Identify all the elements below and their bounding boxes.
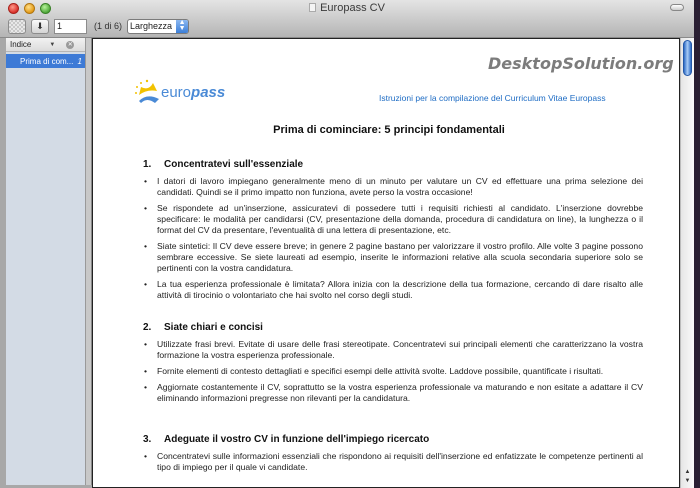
section-heading xyxy=(143,434,643,445)
sidebar xyxy=(6,38,86,485)
section-number: 2. xyxy=(143,322,152,333)
bullet-list xyxy=(143,451,643,473)
chevron-down-icon[interactable]: ▼ xyxy=(49,41,56,48)
window-title xyxy=(0,2,694,14)
title-bar xyxy=(0,0,694,38)
section-title: Siate chiari e concisi xyxy=(164,322,263,333)
next-page-button[interactable] xyxy=(31,19,49,34)
section-1 xyxy=(143,159,643,306)
section-number: 1. xyxy=(143,159,152,170)
section-number: 3. xyxy=(143,434,152,445)
sidebar-item-page: 1 xyxy=(77,56,82,66)
list-item: • I datori di lavoro impiegano generalmente meno di un minuto per valutare un CV ed effettuare una prima selezione dei candidati. Quindi se il primo impatto non funziona, avete perso la vostra occasione! xyxy=(143,176,643,198)
sidebar-item-prima-di-cominciare[interactable] xyxy=(6,54,85,68)
scroll-up-icon[interactable]: ▲ xyxy=(684,469,691,475)
europass-figure-icon xyxy=(133,77,163,107)
europass-logo xyxy=(133,77,233,107)
list-item: • Concentratevi sulle informazioni essenziali che rispondono ai requisiti dell'inserzione ed enfatizzate le competenze pertinenti al tipo di impiego per il quale vi candidate. xyxy=(143,451,643,473)
document-subtitle: Istruzioni per la compilazione del Curriculum Vitae Europass xyxy=(379,93,606,103)
scroll-arrows[interactable] xyxy=(682,468,693,486)
document-view xyxy=(92,38,680,488)
list-item: • Se rispondete ad un'inserzione, assicuratevi di possedere tutti i requisiti richiesti al candidato. L'inserzione dovrebbe specificare: le modalità per candidarsi (CV, presentazione della domanda, procedura di candidatura on line), la lunghezza o il format del CV da presentare, l'eventualità di una lettera di presentazione, etc. xyxy=(143,203,643,236)
window-title-text: Europass CV xyxy=(320,2,385,14)
vertical-scrollbar[interactable] xyxy=(680,38,694,488)
zoom-mode-select[interactable] xyxy=(127,19,189,34)
toolbar xyxy=(8,17,189,35)
sidebar-header-label[interactable]: Indice xyxy=(10,40,32,49)
section-title: Adeguate il vostro CV in funzione dell'impiego ricercato xyxy=(164,434,430,445)
zoom-mode-value: Larghezza xyxy=(130,21,173,31)
scroll-down-icon[interactable]: ▼ xyxy=(684,478,691,484)
page-count: (1 di 6) xyxy=(94,21,123,31)
select-arrows-icon: ▲ ▼ xyxy=(176,20,188,33)
toolbar-toggle-button[interactable] xyxy=(670,4,684,11)
list-item: • Utilizzate frasi brevi. Evitate di usare delle frasi stereotipate. Concentratevi sui principali elementi che caratterizzano la vostra formazione la vostra esperienza professionale. xyxy=(143,339,643,361)
logo-prefix: euro xyxy=(161,84,192,101)
section-title: Concentratevi sull'essenziale xyxy=(164,159,304,170)
section-heading xyxy=(143,159,643,170)
document-icon xyxy=(309,3,316,12)
logo-suffix: pass xyxy=(191,84,226,101)
sidebar-toggle-button[interactable] xyxy=(8,19,26,34)
list-item: • Fornite elementi di contesto dettagliati e specifici esempi delle attività svolte. Laddove possibile, quantificate i risultati. xyxy=(143,366,643,377)
close-sidebar-icon[interactable]: ✕ xyxy=(67,41,73,48)
bullet-list xyxy=(143,176,643,301)
bullet-list xyxy=(143,339,643,404)
document-title: Prima di cominciare: 5 principi fondamentali xyxy=(273,124,505,136)
sidebar-item-label: Prima di com... xyxy=(20,56,74,66)
list-item: • Aggiornate costantemente il CV, soprattutto se la vostra esperienza professionale va maturando e non esitate a adattare il CV eliminando informazioni pregresse non rilevanti per la candidatura. xyxy=(143,382,643,404)
scrollbar-thumb[interactable] xyxy=(683,40,692,76)
section-3 xyxy=(143,434,643,478)
section-2 xyxy=(143,322,643,409)
list-item: • Siate sintetici: Il CV deve essere breve; in genere 2 pagine bastano per valorizzare il vostro profilo. Alle volte 3 pagine possono sembrare eccessive. Se siete laureati ad esempio, inserite le informazioni relative alla scuola secondaria superiore solo se pertinenti con la vostra candidatura. xyxy=(143,241,643,274)
page-number-input[interactable] xyxy=(54,19,87,34)
watermark: DesktopSolution.org xyxy=(488,54,674,73)
section-heading xyxy=(143,322,643,333)
list-item: • La tua esperienza professionale è limitata? Allora inizia con la descrizione della tua formazione, cercando di dare risalto alle attività di tirocinio o volontariato che hai svolto nel corso degli studi. xyxy=(143,279,643,301)
sidebar-header xyxy=(6,38,85,52)
arrow-down-icon: ⬇ xyxy=(36,20,44,31)
